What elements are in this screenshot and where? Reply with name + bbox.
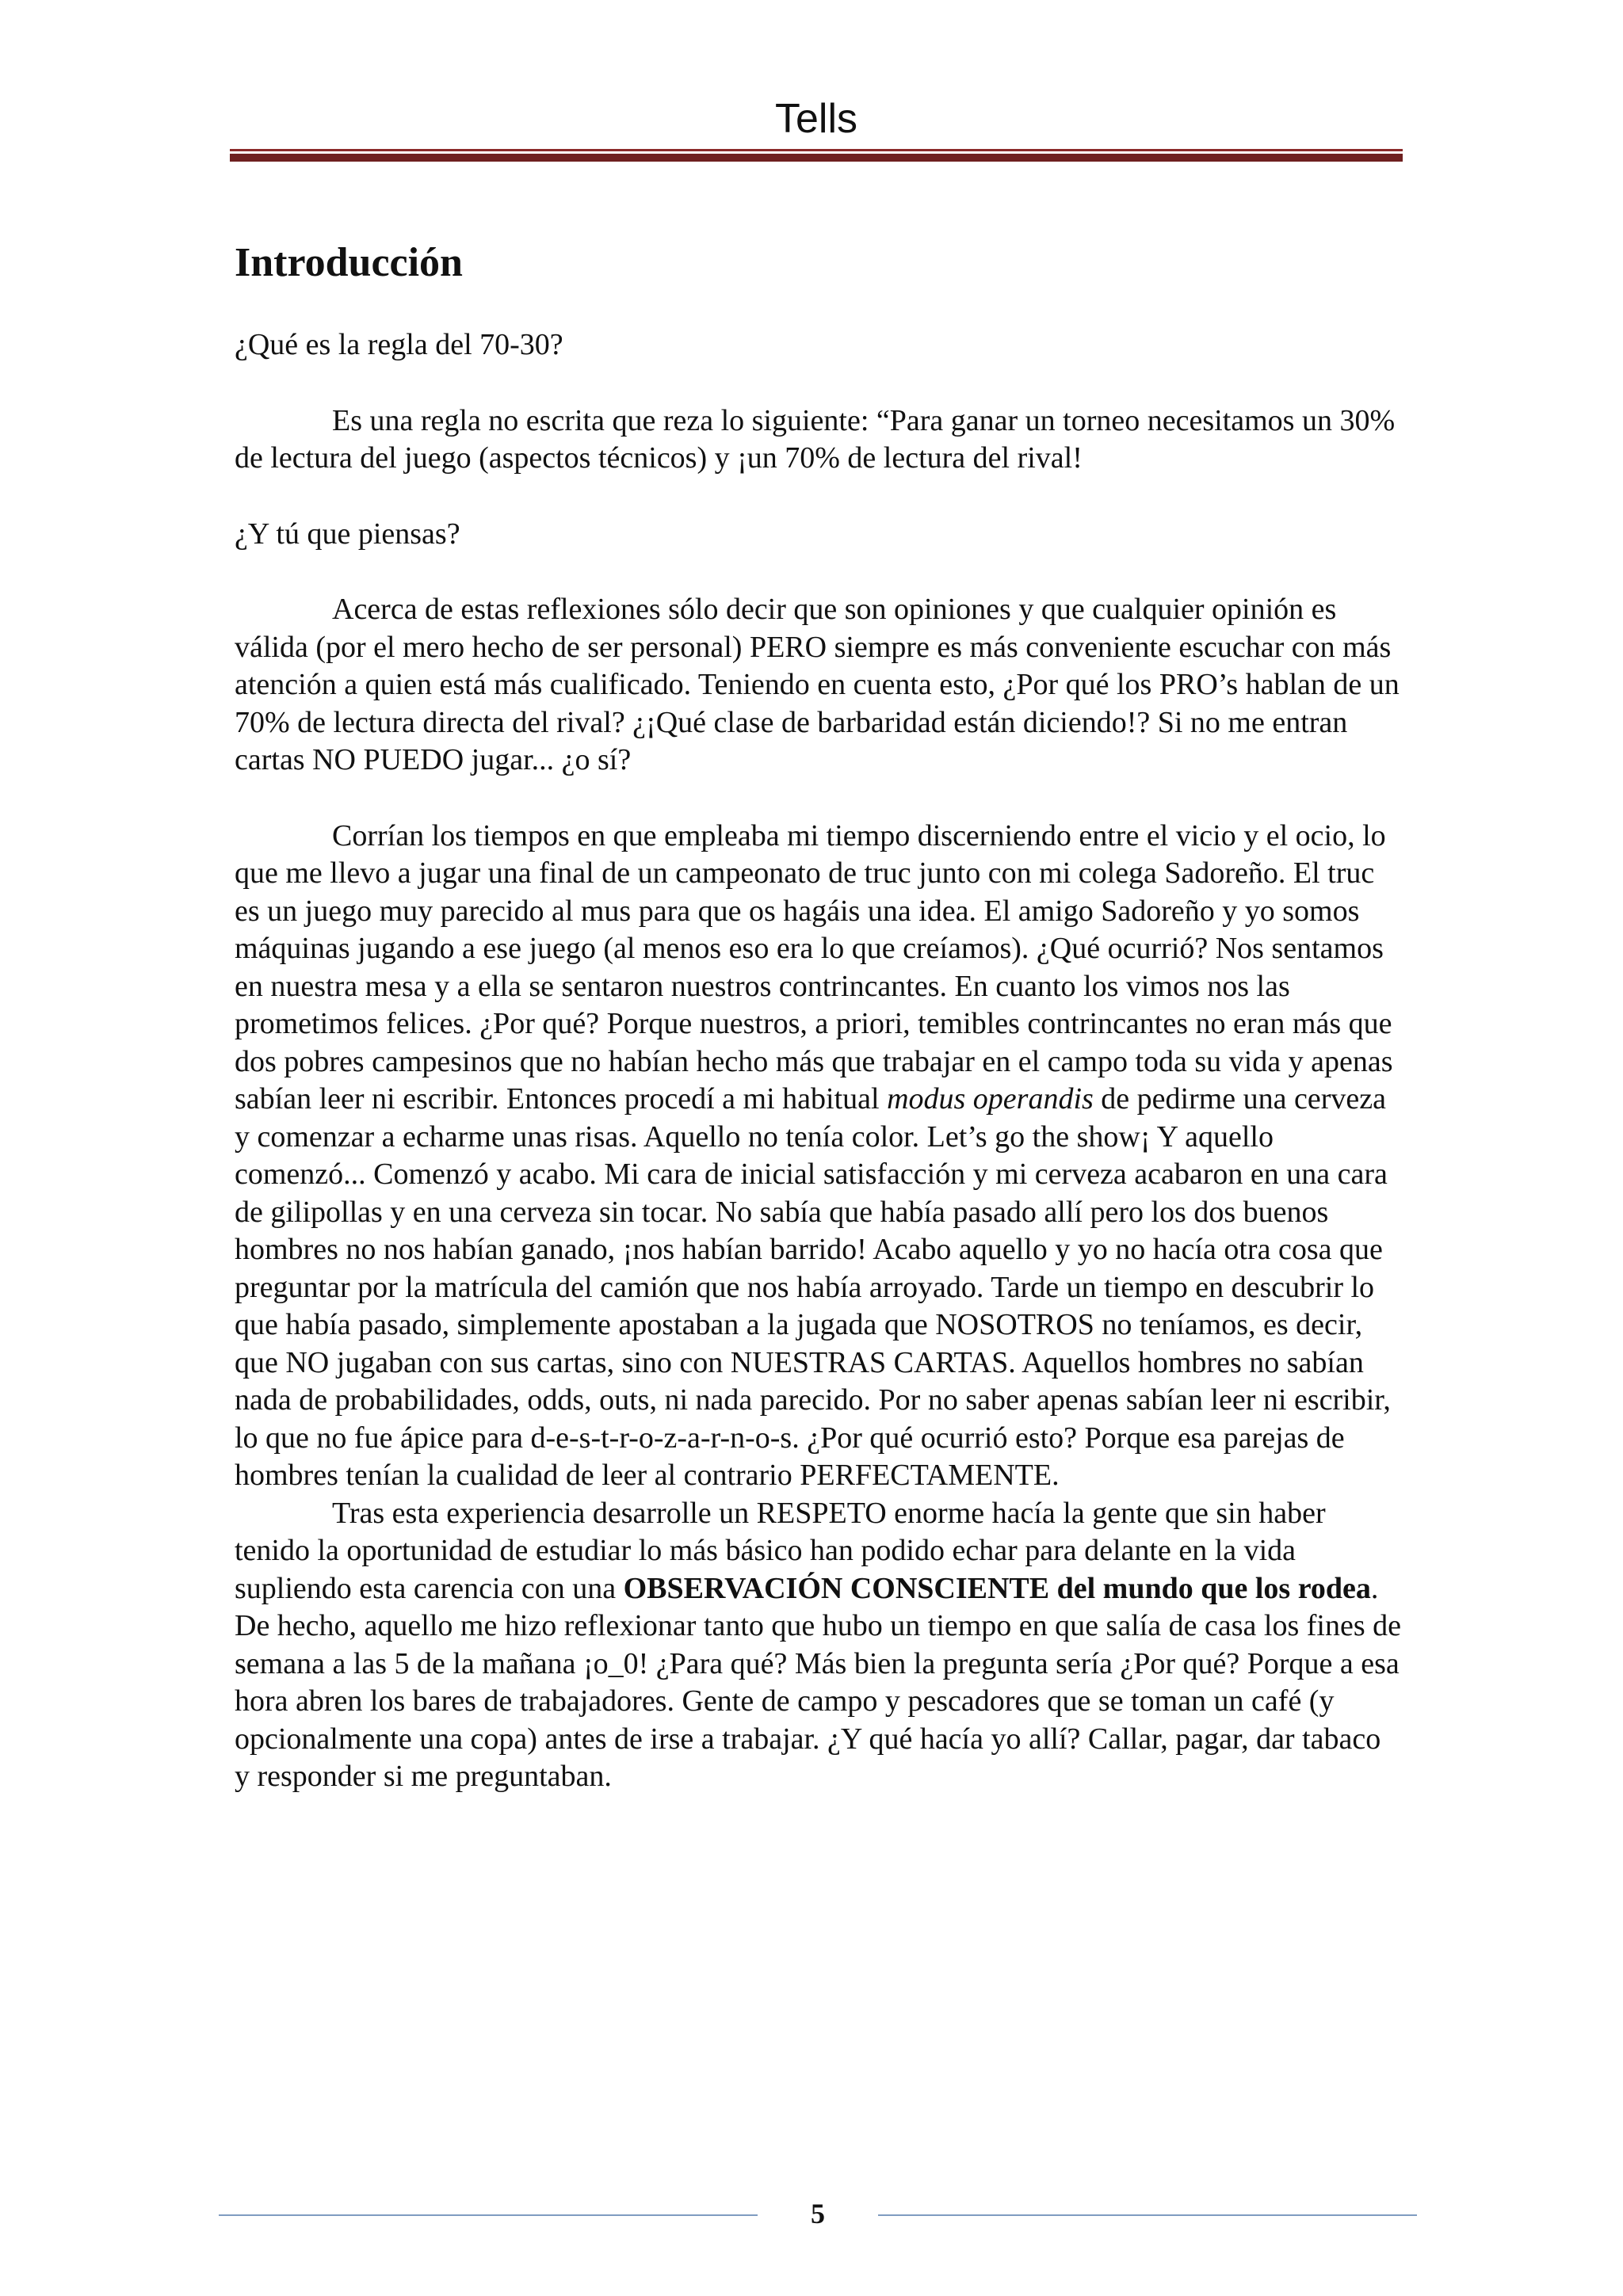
respect-bold-phrase: OBSERVACIÓN CONSCIENTE del mundo que los rodea (623, 1571, 1371, 1605)
header-rule-thin (230, 149, 1403, 151)
header-rule-thick (230, 154, 1403, 162)
paragraph-question-2: ¿Y tú que piensas? (235, 517, 460, 551)
running-header: Tells (774, 96, 858, 142)
page-content (235, 238, 1403, 1796)
paragraph-story (235, 818, 1403, 1495)
footer-rule-left (219, 2214, 758, 2216)
paragraph-reflections: Acerca de estas reflexiones sólo decir que son opiniones y que cualquier opinión es válida (por el mero hecho de ser personal) PERO siempre es más conveniente escuchar con más atención a quien está más cualificado. Teniendo en cuenta esto, ¿Por qué los PRO’s hablan de un 70% de lectura directa del rival? ¿¡Qué clase de barbaridad están diciendo!? Si no me entran cartas NO PUEDO jugar... ¿o sí? (235, 593, 1400, 776)
story-text-start: Corrían los tiempos en que empleaba mi tiempo discerniendo entre el vicio y el ocio, lo que me llevo a jugar una final de un campeonato de truc junto con mi colega Sadoreño. El truc es un juego muy parecido al mus para que os hagáis una idea. El amigo Sadoreño y yo somos máquinas jugando a ese juego (al menos eso era lo que creíamos). ¿Qué ocurrió? Nos sentamos en nuestra mesa y a ella se sentaron nuestros contrincantes. En cuanto los vimos nos las prometimos felices. ¿Por qué? Porque nuestros, a priori, temibles contrincantes no eran más que dos pobres campesinos que no habían hecho más que trabajar en el campo toda su vida y apenas sabían leer ni escribir. Entonces procedí a mi habitual (235, 818, 1393, 1116)
respect-text-start: Tras esta experiencia desarrolle un RESPETO enorme hacía la gente que sin haber tenido la oportunidad de estudiar lo más básico han podido echar para delante en la vida supliendo esta carencia con una (235, 1496, 1326, 1605)
paragraph-gap (235, 780, 1403, 818)
story-italic-phrase: modus operandis (887, 1082, 1094, 1116)
paragraph-gap (235, 553, 1403, 591)
page-number: 5 (811, 2198, 825, 2229)
paragraph-gap (235, 478, 1403, 516)
section-title: Introducción (235, 240, 463, 285)
paragraph-question: ¿Qué es la regla del 70-30? (235, 328, 563, 361)
paragraph-respect (235, 1495, 1403, 1796)
story-text-end: de pedirme una cerveza y comenzar a echarme unas risas. Aquello no tenía color. Let’s go the show¡ Y aquello comenzó... Comenzó y acabo. Mi cara de inicial satisfacción y mi cerveza acabaron en una cara de gilipollas y en una cerveza sin tocar. No sabía que había pasado allí pero los dos buenos hombres no nos habían ganado, ¡nos habían barrido! Acabo aquello y yo no hacía otra cosa que preguntar por la matrícula del camión que nos había arroyado. Tarde un tiempo en descubrir lo que había pasado, simplemente apostaban a la jugada que NOSOTROS no teníamos, es decir, que NO jugaban con sus cartas, sino con NUESTRAS CARTAS. Aquellos hombres no sabían nada de probabilidades, odds, outs, ni nada parecido. Por no saber apenas sabían leer ni escribir, lo que no fue ápice para d-e-s-t-r-o-z-a-r-n-o-s. ¿Por qué ocurrió esto? Porque esa parejas de hombres tenían la cualidad de leer al contrario PERFECTAMENTE. (235, 1082, 1391, 1492)
footer-rule-right (878, 2214, 1417, 2216)
paragraph-rule: Es una regla no escrita que reza lo siguiente: “Para ganar un torneo necesitamos un 30% de lectura del juego (aspectos técnicos) y ¡un 70% de lectura del rival! (235, 403, 1396, 475)
paragraph-gap (235, 364, 1403, 402)
respect-text-end: . De hecho, aquello me hizo reflexionar tanto que hubo un tiempo en que salía de casa los fines de semana a las 5 de la mañana ¡o_0! ¿Para qué? Más bien la pregunta sería ¿Por qué? Porque a esa hora abren los bares de trabajadores. Gente de campo y pescadores que se toman un café (y opcionalmente una copa) antes de irse a trabajar. ¿Y qué hacía yo allí? Callar, pagar, dar tabaco y responder si me preguntaban. (235, 1571, 1401, 1793)
